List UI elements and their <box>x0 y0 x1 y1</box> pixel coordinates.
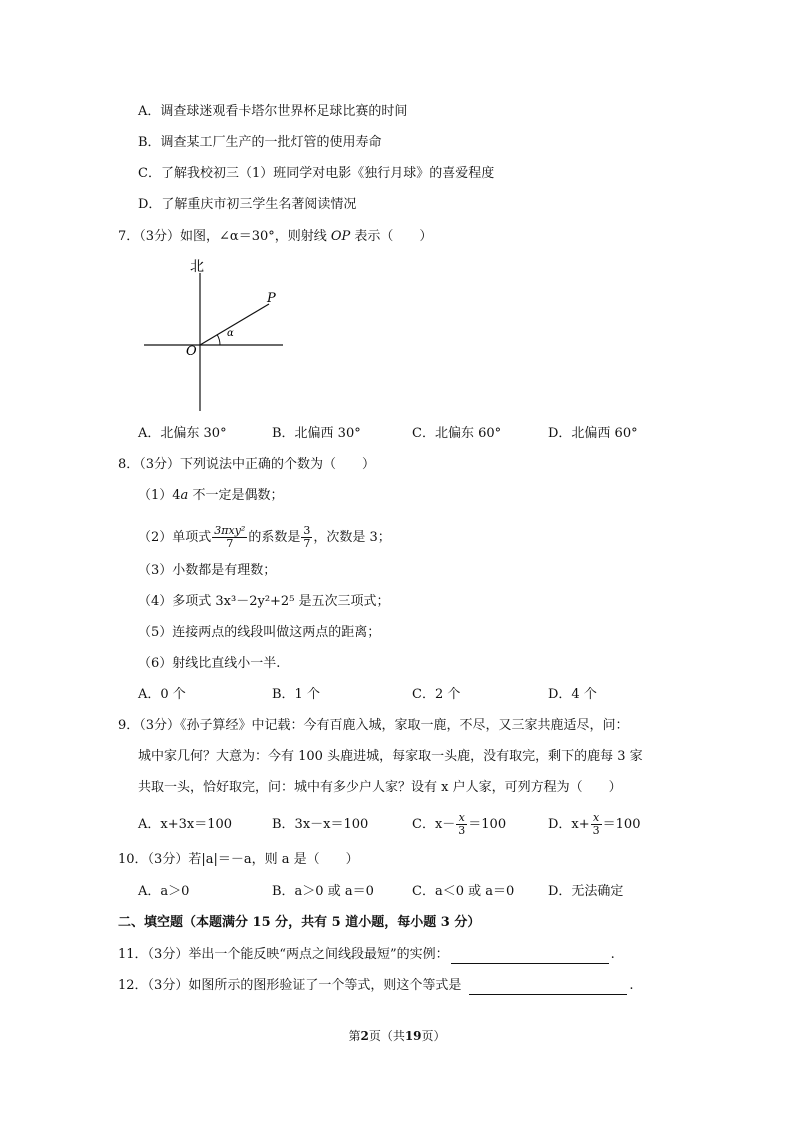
q8-s2-post: ，次数是 3； <box>313 530 391 545</box>
q12-stem <box>118 977 633 995</box>
q7-stem-prefix: 7．（3分）如图，∠α＝30°，则射线 <box>118 229 331 244</box>
q6-option-a: A．调查球迷观看卡塔尔世界杯足球比赛的时间 <box>138 104 408 119</box>
origin-o-label: O <box>186 344 197 359</box>
q8-statement-4: （4）多项式 3x³－2y²+2⁵ 是五次三项式； <box>138 594 390 609</box>
fraction-x-over-3 <box>591 812 602 837</box>
q12-text: 12．（3分）如图所示的图形验证了一个等式，则这个等式是 <box>118 978 462 993</box>
point-p-label: P <box>267 291 276 306</box>
frac-numerator: x <box>591 812 602 825</box>
q8-s1-pre: （1）4 <box>138 488 181 503</box>
q12-answer-blank[interactable] <box>469 980 627 995</box>
page-number: 2 <box>360 1029 369 1043</box>
q9-d-post: ＝100 <box>602 817 641 832</box>
q9-c-post: ＝100 <box>468 817 507 832</box>
q8-statement-6: （6）射线比直线小一半. <box>138 656 281 671</box>
q9-line-3: 共取一头，恰好取完，问：城中有多少户人家？设有 x 户人家，可列方程为（ ） <box>138 780 622 795</box>
frac-denominator: 3 <box>458 824 466 837</box>
q7-option-c: C．北偏东 60° <box>412 426 502 441</box>
q8-option-d: D．4 个 <box>548 687 597 702</box>
q8-statement-5: （5）连接两点的线段叫做这两点的距离； <box>138 625 381 640</box>
north-label: 北 <box>190 259 204 275</box>
q8-option-a: A．0 个 <box>138 687 186 702</box>
q6-option-b: B．调查某工厂生产的一批灯管的使用寿命 <box>138 135 382 150</box>
q9-option-d <box>548 806 640 844</box>
q7-stem-suffix: 表示（ ） <box>350 229 433 244</box>
q8-s1-var: a <box>180 488 189 503</box>
frac-denominator: 3 <box>592 824 600 837</box>
frac-denominator: 7 <box>226 537 234 550</box>
q9-option-c <box>412 806 506 844</box>
q9-line-1: 9．（3分）《孙子算经》中记载：今有百鹿入城，家取一鹿，不尽，又三家共鹿适尽，问： <box>118 718 629 733</box>
q11-end: . <box>610 947 615 962</box>
q12-end: . <box>629 978 634 993</box>
q7-figure <box>138 255 298 415</box>
q10-stem: 10．（3分）若|a|＝－a，则 a 是（ ） <box>118 852 359 867</box>
q6-option-d: D．了解重庆市初三学生名著阅读情况 <box>138 197 357 212</box>
q10-option-c: C．a＜0 或 a＝0 <box>412 884 515 899</box>
q8-statement-1 <box>138 487 283 505</box>
angle-arc <box>217 335 220 345</box>
q9-d-pre: D．x+ <box>548 817 590 832</box>
ray-op <box>200 304 269 345</box>
footer-post: 页） <box>421 1029 446 1043</box>
frac-numerator: 3 <box>303 524 311 537</box>
q11-answer-blank[interactable] <box>451 949 609 964</box>
q8-s2-mid: 的系数是 <box>248 530 301 545</box>
fraction-monomial <box>212 525 247 550</box>
q10-option-a: A．a＞0 <box>138 884 190 899</box>
q10-option-d: D．无法确定 <box>548 884 624 899</box>
q8-statement-3: （3）小数都是有理数； <box>138 563 277 578</box>
q11-text: 11．（3分）举出一个能反映“两点之间线段最短”的实例： <box>118 947 449 962</box>
q8-stem: 8．（3分）下列说法中正确的个数为（ ） <box>118 457 376 472</box>
q10-option-b: B．a＞0 或 a＝0 <box>272 884 374 899</box>
frac-numerator: 3πxy² <box>214 524 246 537</box>
fraction-x-over-3 <box>456 812 467 837</box>
q8-s1-post: 不一定是偶数； <box>188 488 284 503</box>
q9-option-b: B．3x－x＝100 <box>272 817 369 832</box>
q7-option-a: A．北偏东 30° <box>138 426 227 441</box>
q11-stem <box>118 946 615 964</box>
q9-line-2: 城中家几何？大意为：今有 100 头鹿进城，每家取一头鹿，没有取完，剩下的鹿每 3 家 <box>138 749 643 764</box>
q7-ray-label: OP <box>330 229 351 244</box>
q7-stem <box>118 228 432 246</box>
total-pages: 19 <box>404 1029 422 1043</box>
q8-statement-2 <box>138 519 391 557</box>
alpha-label: α <box>227 328 234 339</box>
section-heading-fill-in: 二、填空题（本题满分 15 分，共有 5 道小题，每小题 3 分） <box>118 915 481 930</box>
q8-option-b: B．1 个 <box>272 687 320 702</box>
frac-numerator: x <box>456 812 467 825</box>
footer-pre: 第 <box>348 1029 361 1043</box>
frac-denominator: 7 <box>303 537 311 550</box>
footer-mid: 页（共 <box>368 1029 405 1043</box>
q8-option-c: C．2 个 <box>412 687 461 702</box>
q9-c-pre: C．x－ <box>412 817 456 832</box>
q6-option-c: C．了解我校初三（1）班同学对电影《独行月球》的喜爱程度 <box>138 166 495 181</box>
q7-option-d: D．北偏西 60° <box>548 426 638 441</box>
fraction-coefficient <box>301 525 312 550</box>
q7-option-b: B．北偏西 30° <box>272 426 361 441</box>
page-footer <box>0 1027 794 1044</box>
q8-s2-pre: （2）单项式 <box>138 530 212 545</box>
q9-option-a: A．x+3x＝100 <box>138 817 233 832</box>
